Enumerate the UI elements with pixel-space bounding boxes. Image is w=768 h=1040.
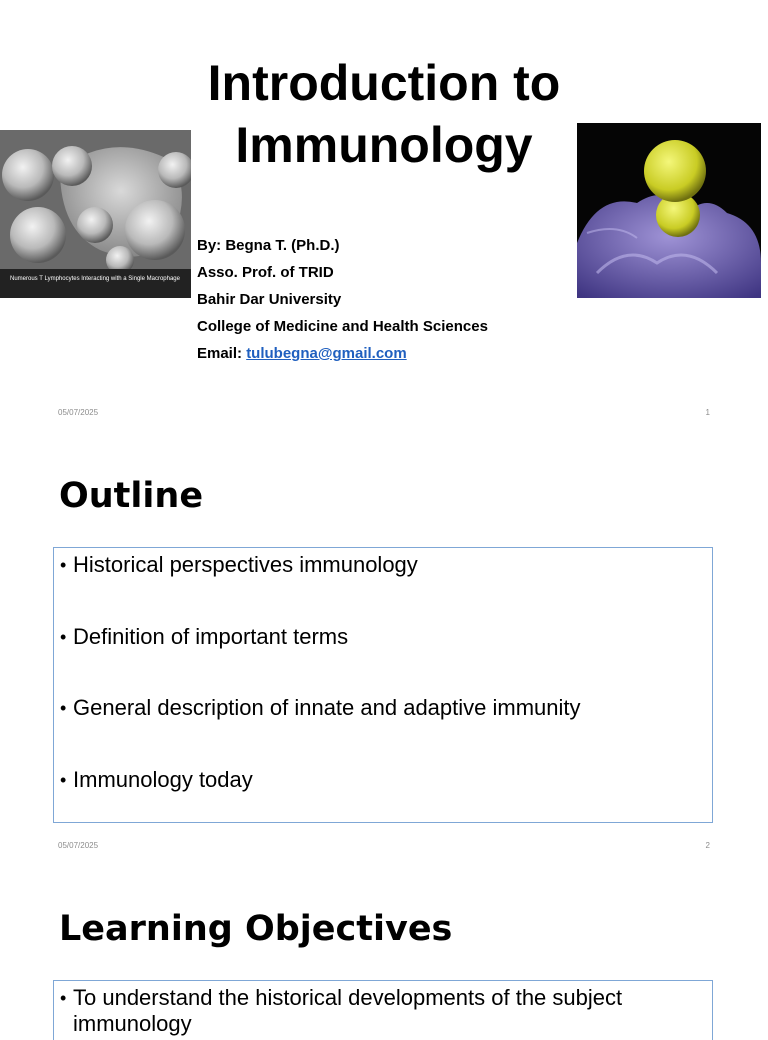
author-title: Asso. Prof. of TRID xyxy=(197,264,334,281)
slide-1 xyxy=(0,0,768,433)
slide-3 xyxy=(0,866,768,1036)
bullet-text: General description of innate and adaptive immunity xyxy=(73,695,581,720)
slide-date: 05/07/2025 xyxy=(58,841,99,850)
bullet-dot-icon: • xyxy=(60,988,67,1008)
slide-date: 05/07/2025 xyxy=(58,408,99,417)
bullet-dot-icon: • xyxy=(60,555,67,575)
slide-heading: Outline xyxy=(59,476,204,516)
bullet-text: Immunology today xyxy=(73,766,253,792)
bullet-text: To understand the historical developments of the subject immunology xyxy=(73,985,623,1036)
lymphocyte-micrograph-image xyxy=(0,130,191,298)
slide-2 xyxy=(0,433,768,866)
bacteria-micrograph-image xyxy=(577,123,761,298)
bullet-item xyxy=(60,985,706,1037)
author-email-line xyxy=(197,340,577,367)
bullet-item xyxy=(60,624,706,650)
objectives-content-box xyxy=(53,980,713,1040)
author-name: By: Begna T. (Ph.D.) xyxy=(197,237,340,254)
slide-heading: Learning Objectives xyxy=(59,909,453,949)
bullet-dot-icon: • xyxy=(60,698,67,718)
email-link[interactable]: tulubegna@gmail.com xyxy=(246,345,407,362)
bullet-item xyxy=(60,695,706,721)
bullet-dot-icon: • xyxy=(60,769,67,790)
bullet-text: Definition of important terms xyxy=(73,623,349,649)
bullet-text: Historical perspectives immunology xyxy=(73,552,418,577)
author-info xyxy=(197,232,577,367)
bacteria-micrograph-graphic xyxy=(577,123,761,298)
author-college: College of Medicine and Health Sciences xyxy=(197,318,488,335)
bullet-item xyxy=(60,552,706,578)
bullet-item xyxy=(60,767,706,793)
bullet-dot-icon: • xyxy=(60,626,67,647)
image-caption: Numerous T Lymphocytes Interacting with a Single Macrophage xyxy=(0,269,191,298)
author-university: Bahir Dar University xyxy=(197,291,342,308)
slide-title: Introduction to Immunology xyxy=(207,55,561,173)
slide-number: 1 xyxy=(705,408,710,417)
slide-number: 2 xyxy=(705,841,710,850)
email-label: Email: xyxy=(197,345,247,362)
outline-content-box xyxy=(53,547,713,823)
